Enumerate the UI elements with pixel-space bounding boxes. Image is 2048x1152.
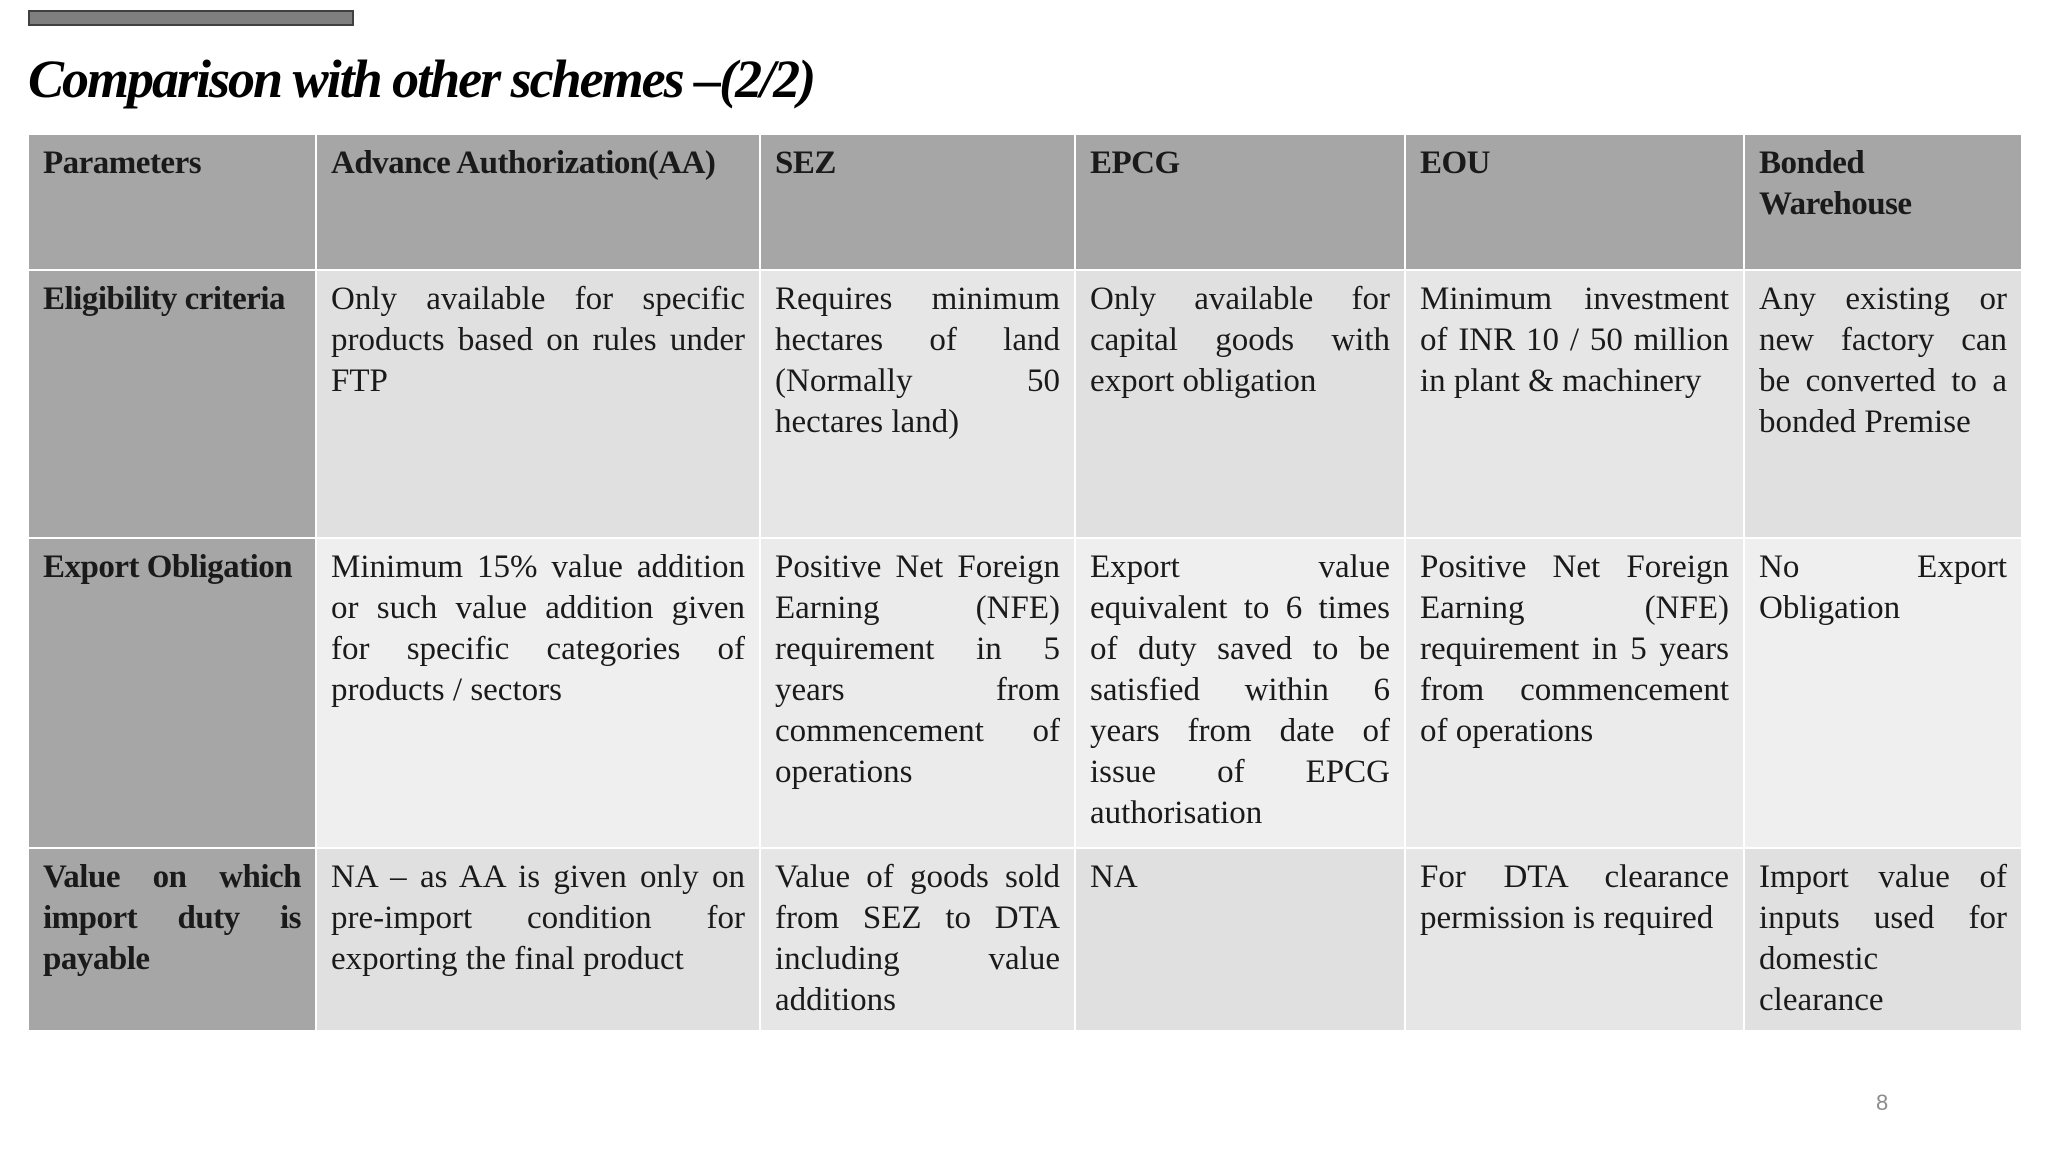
header-eou: EOU xyxy=(1405,134,1744,270)
row-label-eligibility: Eligibility criteria xyxy=(28,270,316,538)
header-advance-authorization: Advance Authorization(AA) xyxy=(316,134,760,270)
row-label-value-import-duty: Value on which import duty is payable xyxy=(28,848,316,1031)
header-parameters: Parameters xyxy=(28,134,316,270)
row-label-export-obligation: Export Obligation xyxy=(28,538,316,848)
table-cell: For DTA clearance permission is required xyxy=(1405,848,1744,1031)
table-row xyxy=(28,270,2022,538)
header-epcg: EPCG xyxy=(1075,134,1405,270)
comparison-table xyxy=(27,133,2023,1032)
header-sez: SEZ xyxy=(760,134,1075,270)
table-cell: Positive Net Foreign Earning (NFE) requirement in 5 years from commencement of operations xyxy=(760,538,1075,848)
table-cell: Only available for specific products based on rules under FTP xyxy=(316,270,760,538)
table-cell: Import value of inputs used for domestic clearance xyxy=(1744,848,2022,1031)
table-cell: Any existing or new factory can be converted to a bonded Premise xyxy=(1744,270,2022,538)
table-header-row xyxy=(28,134,2022,270)
page-number: 8 xyxy=(1876,1090,1889,1115)
slide-title: Comparison with other schemes –(2/2) xyxy=(28,49,815,109)
table-cell: NA xyxy=(1075,848,1405,1031)
table-cell: NA – as AA is given only on pre-import condition for exporting the final product xyxy=(316,848,760,1031)
header-accent-bar xyxy=(28,10,354,26)
table-cell: Value of goods sold from SEZ to DTA including value additions xyxy=(760,848,1075,1031)
table-row xyxy=(28,848,2022,1031)
table-cell: Export value equivalent to 6 times of duty saved to be satisfied within 6 years from date of issue of EPCG authorisation xyxy=(1075,538,1405,848)
table-row xyxy=(28,538,2022,848)
table-cell: No Export Obligation xyxy=(1744,538,2022,848)
table-cell: Minimum investment of INR 10 / 50 million in plant & machinery xyxy=(1405,270,1744,538)
table-cell: Requires minimum hectares of land (Normally 50 hectares land) xyxy=(760,270,1075,538)
header-bonded-warehouse: Bonded Warehouse xyxy=(1744,134,2022,270)
table-cell: Minimum 15% value addition or such value addition given for specific categories of products / sectors xyxy=(316,538,760,848)
table-cell: Positive Net Foreign Earning (NFE) requirement in 5 years from commencement of operations xyxy=(1405,538,1744,848)
table-cell: Only available for capital goods with export obligation xyxy=(1075,270,1405,538)
